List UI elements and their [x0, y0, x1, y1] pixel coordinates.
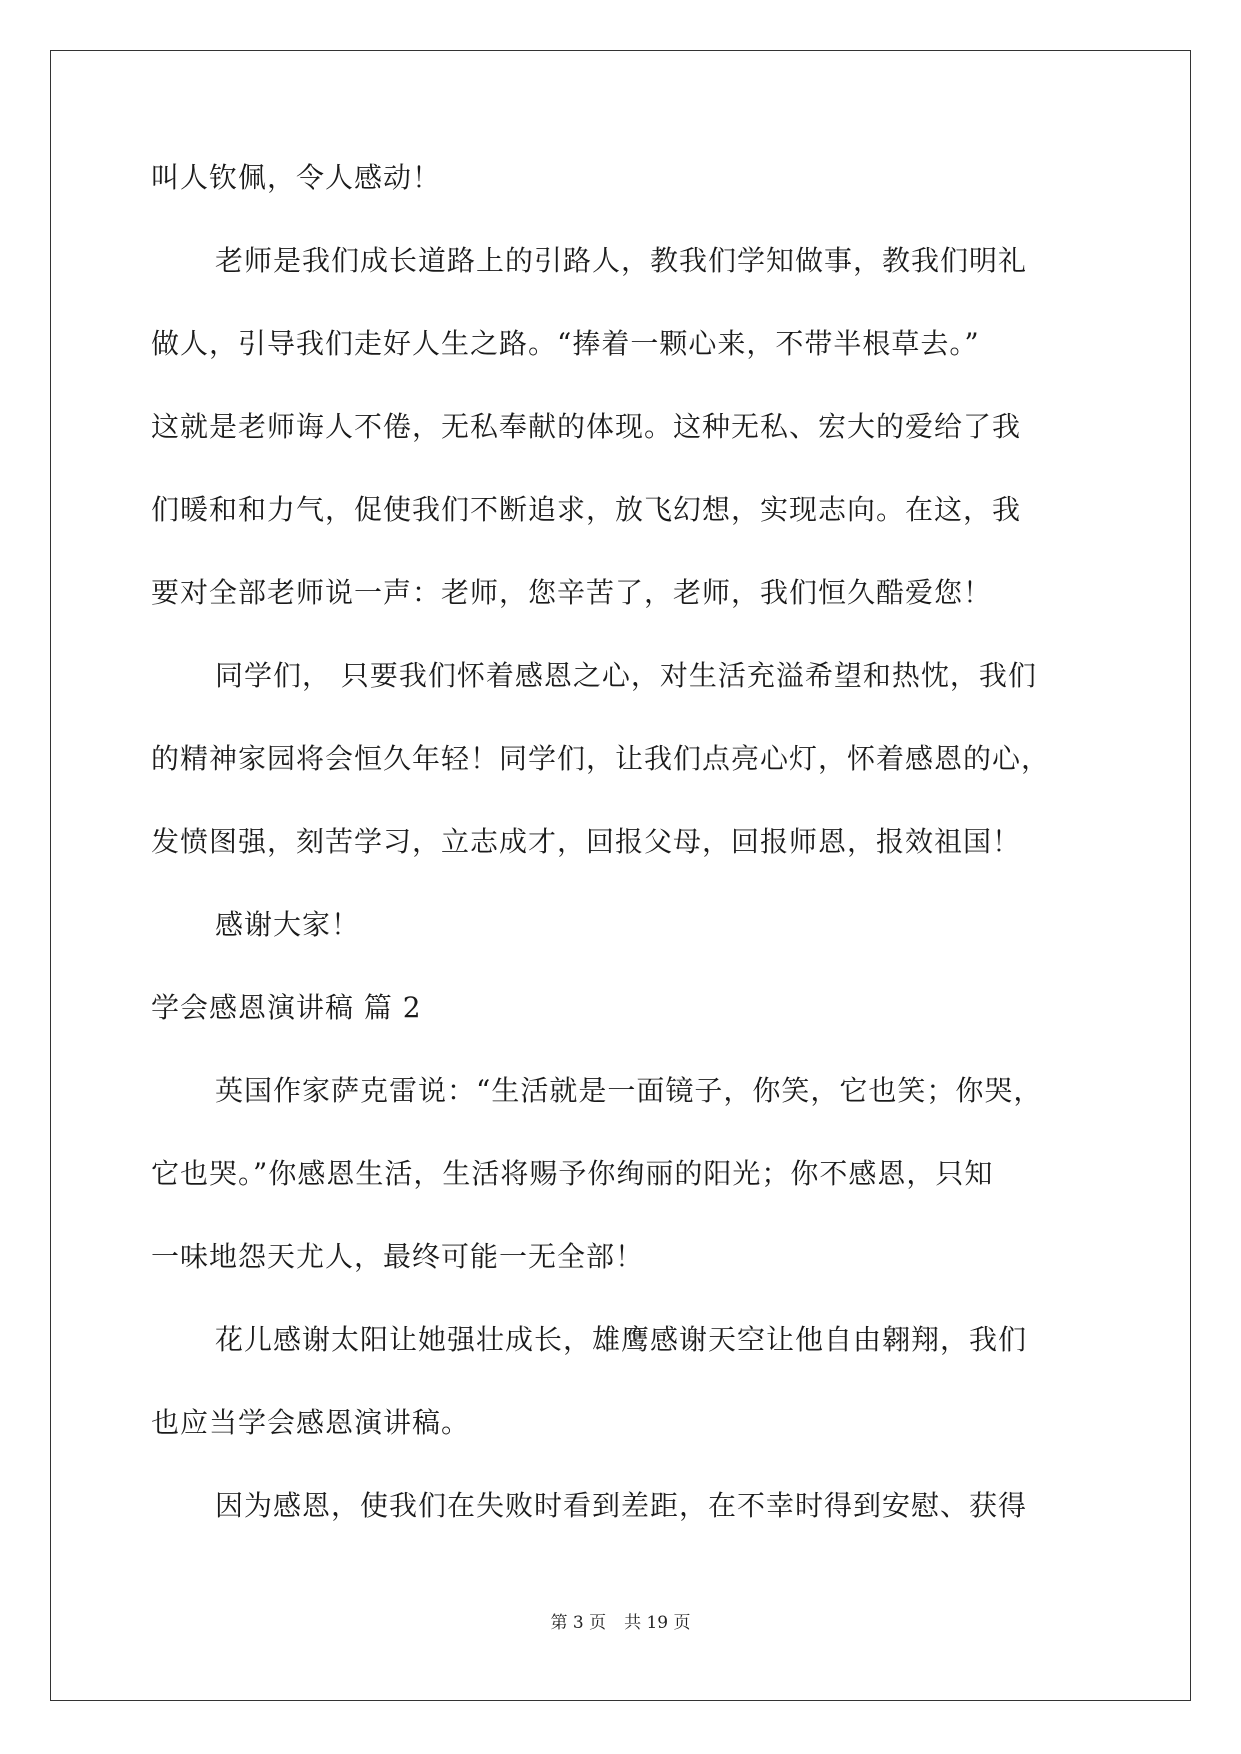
text-line: 它也哭。”你感恩生活，生活将赐予你绚丽的阳光；你不感恩，只知 [151, 1157, 994, 1190]
text-line: 感谢大家！ [215, 908, 361, 941]
page-footer [0, 1608, 1241, 1633]
text-line: 也应当学会感恩演讲稿。 [151, 1406, 471, 1439]
page-total: 共 19 页 [624, 1613, 691, 1633]
page-number: 第 3 页 [550, 1613, 607, 1633]
text-line: 因为感恩，使我们在失败时看到差距，在不幸时得到安慰、获得 [215, 1489, 1028, 1522]
text-line: 英国作家萨克雷说：“生活就是一面镜子，你笑，它也笑；你哭， [215, 1074, 1043, 1107]
text-line: 老师是我们成长道路上的引路人，教我们学知做事，教我们明礼 [215, 244, 1028, 277]
text-line: 们暖和和力气，促使我们不断追求，放飞幻想，实现志向。在这，我 [151, 493, 1022, 526]
text-line: 叫人钦佩，令人感动！ [151, 161, 442, 194]
text-line: 做人，引导我们走好人生之路。“捧着一颗心来，不带半根草去。” [151, 327, 980, 360]
text-line: 发愤图强，刻苦学习，立志成才，回报父母，回报师恩，报效祖国！ [151, 825, 1022, 858]
text-line: 一味地怨天尤人，最终可能一无全部！ [151, 1240, 645, 1273]
text-line: 同学们， 只要我们怀着感恩之心，对生活充溢希望和热忱，我们 [215, 659, 1037, 692]
text-line: 要对全部老师说一声：老师，您辛苦了，老师，我们恒久酷爱您！ [151, 576, 993, 609]
section-heading: 学会感恩演讲稿 篇 2 [151, 991, 422, 1024]
text-line: 这就是老师诲人不倦，无私奉献的体现。这种无私、宏大的爱给了我 [151, 410, 1022, 443]
text-line: 的精神家园将会恒久年轻！同学们，让我们点亮心灯，怀着感恩的心， [151, 742, 1051, 775]
document-body [151, 163, 1101, 1574]
text-line: 花儿感谢太阳让她强壮成长，雄鹰感谢天空让他自由翱翔，我们 [215, 1323, 1028, 1356]
